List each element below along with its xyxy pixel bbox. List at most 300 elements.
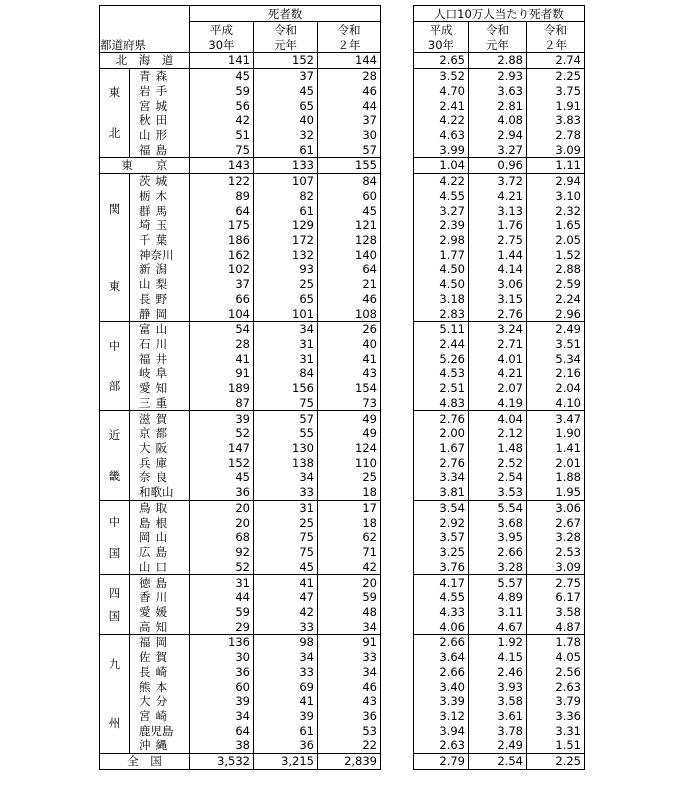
death-count: 59 (318, 590, 381, 605)
table-row (100, 83, 381, 98)
table-row (414, 694, 585, 709)
pref-name: 愛媛 (130, 605, 190, 620)
death-count: 189 (190, 381, 254, 396)
death-count: 39 (190, 411, 254, 426)
death-rate: 4.83 (414, 396, 469, 411)
pref-name: 福島 (130, 142, 190, 157)
pref-name: 京都 (130, 426, 190, 441)
death-rate: 3.28 (469, 559, 527, 574)
death-count: 34 (318, 619, 381, 634)
death-rate: 2.12 (469, 426, 527, 441)
pref-name: 福岡 (130, 635, 190, 650)
death-count: 42 (254, 605, 318, 620)
table-row (414, 723, 585, 738)
death-count: 93 (254, 262, 318, 277)
death-count: 17 (318, 500, 381, 515)
death-rate: 3.93 (469, 679, 527, 694)
death-rate: 2.98 (414, 233, 469, 248)
table-row (100, 113, 381, 128)
death-rate: 2.54 (469, 753, 527, 769)
death-count: 82 (254, 188, 318, 203)
pref-name: 山口 (130, 559, 190, 574)
death-count: 141 (190, 53, 254, 69)
death-count: 133 (254, 158, 318, 174)
death-rate: 4.22 (414, 113, 469, 128)
pref-name: 香川 (130, 590, 190, 605)
death-rate: 1.11 (527, 158, 585, 174)
death-rate: 5.26 (414, 351, 469, 366)
pref-name: 北 海 道 (100, 53, 190, 69)
rate-title: 人口10万人当たり死者数 (414, 6, 585, 22)
death-rate: 3.58 (469, 694, 527, 709)
death-count: 20 (318, 575, 381, 590)
death-count: 65 (254, 292, 318, 307)
death-count: 64 (190, 723, 254, 738)
death-rate: 2.78 (527, 128, 585, 143)
death-rate: 3.79 (527, 694, 585, 709)
death-rate: 4.50 (414, 262, 469, 277)
death-count: 34 (254, 470, 318, 485)
death-count: 30 (190, 650, 254, 665)
table-row (414, 605, 585, 620)
death-count: 39 (254, 709, 318, 724)
death-rate: 1.04 (414, 158, 469, 174)
death-count: 91 (190, 366, 254, 381)
death-count: 154 (318, 381, 381, 396)
pref-name: 島根 (130, 515, 190, 530)
table-row (100, 247, 381, 262)
death-rate: 4.15 (469, 650, 527, 665)
table-row (100, 158, 381, 174)
year-header-bottom: 30年 (190, 37, 254, 53)
death-rate: 2.88 (527, 262, 585, 277)
death-rate: 3.68 (469, 515, 527, 530)
pref-name: 奈良 (130, 470, 190, 485)
death-rate: 5.11 (414, 321, 469, 336)
death-count: 49 (318, 426, 381, 441)
death-rate: 2.59 (527, 277, 585, 292)
pref-name: 佐賀 (130, 650, 190, 665)
death-count: 45 (190, 470, 254, 485)
death-count: 37 (254, 68, 318, 83)
death-rate: 1.67 (414, 441, 469, 456)
table-row (414, 545, 585, 560)
death-rate: 4.50 (414, 277, 469, 292)
table-row (414, 575, 585, 590)
pref-name: 滋賀 (130, 411, 190, 426)
death-rate: 2.07 (469, 381, 527, 396)
table-row (414, 98, 585, 113)
death-count: 59 (190, 605, 254, 620)
year-header-bottom: ２年 (318, 37, 381, 53)
death-rate: 2.67 (527, 515, 585, 530)
death-rate: 1.65 (527, 218, 585, 233)
death-rate: 4.22 (414, 173, 469, 188)
death-rate: 3.75 (527, 83, 585, 98)
death-rate: 2.66 (414, 635, 469, 650)
region-label: 九 州 (100, 635, 130, 754)
table-row (100, 545, 381, 560)
death-rate: 5.57 (469, 575, 527, 590)
table-row (414, 306, 585, 321)
death-count: 46 (318, 292, 381, 307)
death-rate: 6.17 (527, 590, 585, 605)
pref-name: 鹿児島 (130, 723, 190, 738)
death-rate: 3.06 (527, 500, 585, 515)
death-rate: 3.81 (414, 485, 469, 500)
table-row (414, 396, 585, 411)
death-count: 32 (254, 128, 318, 143)
death-rate: 3.06 (469, 277, 527, 292)
death-rate: 3.18 (414, 292, 469, 307)
death-rate: 3.15 (469, 292, 527, 307)
table-row (100, 292, 381, 307)
death-rate: 1.77 (414, 247, 469, 262)
pref-name: 秋田 (130, 113, 190, 128)
death-rate: 2.63 (414, 738, 469, 753)
pref-name: 三重 (130, 396, 190, 411)
death-rate: 1.76 (469, 218, 527, 233)
death-count: 34 (190, 709, 254, 724)
death-rate: 2.75 (527, 575, 585, 590)
table-row (100, 694, 381, 709)
table-row (414, 203, 585, 218)
death-rate: 3.28 (527, 530, 585, 545)
death-rate: 3.27 (414, 203, 469, 218)
death-count: 121 (318, 218, 381, 233)
death-rate: 2.49 (469, 738, 527, 753)
death-count: 28 (190, 337, 254, 352)
pref-name: 宮城 (130, 98, 190, 113)
death-rate: 3.11 (469, 605, 527, 620)
table-row (100, 650, 381, 665)
deaths-table (99, 5, 381, 770)
table-row (100, 753, 381, 769)
table-row (100, 590, 381, 605)
death-count: 33 (254, 485, 318, 500)
table-row (414, 366, 585, 381)
death-count: 138 (254, 455, 318, 470)
table-row (100, 218, 381, 233)
death-rate: 2.49 (527, 321, 585, 336)
table-row (414, 218, 585, 233)
table-row (100, 470, 381, 485)
year-header-top: 令和 (254, 22, 318, 38)
pref-name: 富山 (130, 321, 190, 336)
year-header-bottom: 30年 (414, 37, 469, 53)
death-rate: 3.78 (469, 723, 527, 738)
table-row (414, 173, 585, 188)
table-row (100, 441, 381, 456)
pref-name: 青森 (130, 68, 190, 83)
death-count: 87 (190, 396, 254, 411)
death-count: 31 (254, 337, 318, 352)
death-count: 39 (190, 694, 254, 709)
death-count: 40 (254, 113, 318, 128)
region-label: 四 国 (100, 575, 130, 635)
death-count: 43 (318, 366, 381, 381)
death-count: 108 (318, 306, 381, 321)
pref-name: 長崎 (130, 664, 190, 679)
death-count: 36 (254, 738, 318, 753)
death-count: 48 (318, 605, 381, 620)
death-count: 156 (254, 381, 318, 396)
table-row (414, 83, 585, 98)
death-count: 42 (190, 113, 254, 128)
death-rate: 4.05 (527, 650, 585, 665)
death-count: 61 (254, 723, 318, 738)
death-count: 34 (254, 650, 318, 665)
death-rate: 4.14 (469, 262, 527, 277)
death-count: 104 (190, 306, 254, 321)
death-count: 18 (318, 515, 381, 530)
death-rate: 2.01 (527, 455, 585, 470)
death-count: 38 (190, 738, 254, 753)
death-rate: 2.51 (414, 381, 469, 396)
death-count: 33 (254, 664, 318, 679)
death-count: 2,839 (318, 753, 381, 769)
death-count: 36 (318, 709, 381, 724)
death-count: 29 (190, 619, 254, 634)
year-header-bottom: 元年 (254, 37, 318, 53)
death-count: 59 (190, 83, 254, 98)
death-rate: 4.55 (414, 188, 469, 203)
death-rate: 5.34 (527, 351, 585, 366)
death-count: 75 (190, 142, 254, 157)
death-rate: 3.47 (527, 411, 585, 426)
table-row (100, 709, 381, 724)
death-rate: 2.93 (469, 68, 527, 83)
death-count: 122 (190, 173, 254, 188)
death-rate: 2.41 (414, 98, 469, 113)
death-rate: 3.40 (414, 679, 469, 694)
death-rate: 3.36 (527, 709, 585, 724)
region-label: 関 東 (100, 173, 130, 321)
death-count: 155 (318, 158, 381, 174)
year-header-top: 令和 (469, 22, 527, 38)
death-rate: 4.10 (527, 396, 585, 411)
death-count: 75 (254, 545, 318, 560)
death-rate: 4.01 (469, 351, 527, 366)
death-rate: 2.76 (469, 306, 527, 321)
table-row (414, 233, 585, 248)
death-rate: 3.53 (469, 485, 527, 500)
table-row (414, 738, 585, 753)
table-row (414, 635, 585, 650)
table-row (414, 559, 585, 574)
death-rate: 3.13 (469, 203, 527, 218)
death-count: 34 (318, 664, 381, 679)
death-rate: 2.94 (469, 128, 527, 143)
death-rate: 2.65 (414, 53, 469, 69)
death-rate: 2.53 (527, 545, 585, 560)
death-rate: 4.21 (469, 188, 527, 203)
table-row (100, 559, 381, 574)
death-count: 91 (318, 635, 381, 650)
death-count: 56 (190, 98, 254, 113)
death-count: 162 (190, 247, 254, 262)
death-rate: 4.70 (414, 83, 469, 98)
death-rate: 4.87 (527, 619, 585, 634)
table-row (100, 233, 381, 248)
death-rate: 3.24 (469, 321, 527, 336)
table-row (100, 679, 381, 694)
table-row (414, 530, 585, 545)
death-rate: 2.63 (527, 679, 585, 694)
region-label: 中 部 (100, 321, 130, 410)
death-rate: 0.96 (469, 158, 527, 174)
pref-name: 広島 (130, 545, 190, 560)
death-count: 61 (254, 203, 318, 218)
death-count: 60 (318, 188, 381, 203)
death-count: 45 (254, 559, 318, 574)
death-count: 31 (254, 500, 318, 515)
death-rate: 2.05 (527, 233, 585, 248)
region-label: 近 畿 (100, 411, 130, 500)
table-row (100, 306, 381, 321)
pref-name: 岩手 (130, 83, 190, 98)
pref-name: 群馬 (130, 203, 190, 218)
death-count: 44 (318, 98, 381, 113)
death-count: 54 (190, 321, 254, 336)
death-count: 84 (254, 366, 318, 381)
table-row (100, 635, 381, 650)
death-rate: 2.83 (414, 306, 469, 321)
table-row (414, 381, 585, 396)
death-count: 98 (254, 635, 318, 650)
rate-table (413, 5, 585, 770)
table-row (100, 68, 381, 83)
table-row (100, 351, 381, 366)
region-label: 中 国 (100, 500, 130, 575)
death-rate: 3.34 (414, 470, 469, 485)
death-rate: 3.09 (527, 559, 585, 574)
pref-name: 東 京 (100, 158, 190, 174)
table-row (100, 262, 381, 277)
death-count: 44 (190, 590, 254, 605)
death-count: 71 (318, 545, 381, 560)
table-row (100, 411, 381, 426)
death-count: 144 (318, 53, 381, 69)
death-count: 20 (190, 515, 254, 530)
death-count: 140 (318, 247, 381, 262)
death-count: 73 (318, 396, 381, 411)
death-rate: 2.71 (469, 337, 527, 352)
table-row (414, 247, 585, 262)
table-row (414, 128, 585, 143)
table-row (100, 664, 381, 679)
death-rate: 3.12 (414, 709, 469, 724)
death-count: 52 (190, 426, 254, 441)
table-row (100, 738, 381, 753)
death-rate: 2.24 (527, 292, 585, 307)
table-row (414, 650, 585, 665)
table-row (414, 351, 585, 366)
death-rate: 1.51 (527, 738, 585, 753)
death-rate: 1.88 (527, 470, 585, 485)
death-count: 45 (318, 203, 381, 218)
death-count: 147 (190, 441, 254, 456)
death-count: 31 (254, 351, 318, 366)
table-row (414, 292, 585, 307)
pref-name: 福井 (130, 351, 190, 366)
death-count: 66 (190, 292, 254, 307)
table-row (100, 530, 381, 545)
table-row (100, 723, 381, 738)
table-row (414, 277, 585, 292)
death-rate: 3.57 (414, 530, 469, 545)
death-rate: 2.32 (527, 203, 585, 218)
death-count: 26 (318, 321, 381, 336)
death-rate: 3.52 (414, 68, 469, 83)
death-count: 3,215 (254, 753, 318, 769)
table-row (414, 142, 585, 157)
table-row (100, 485, 381, 500)
pref-name: 岐阜 (130, 366, 190, 381)
table-row (100, 500, 381, 515)
table-row (414, 441, 585, 456)
death-rate: 1.41 (527, 441, 585, 456)
death-count: 61 (254, 142, 318, 157)
death-count: 69 (254, 679, 318, 694)
death-rate: 4.55 (414, 590, 469, 605)
table-row (414, 485, 585, 500)
death-count: 51 (190, 128, 254, 143)
death-count: 75 (254, 530, 318, 545)
table-row (100, 173, 381, 188)
death-count: 25 (318, 470, 381, 485)
death-rate: 4.06 (414, 619, 469, 634)
table-row (414, 321, 585, 336)
pref-name: 静岡 (130, 306, 190, 321)
death-rate: 3.63 (469, 83, 527, 98)
death-count: 28 (318, 68, 381, 83)
pref-name: 熊本 (130, 679, 190, 694)
pref-name: 鳥取 (130, 500, 190, 515)
death-count: 186 (190, 233, 254, 248)
death-rate: 1.52 (527, 247, 585, 262)
table-row (414, 53, 585, 69)
death-rate: 4.08 (469, 113, 527, 128)
death-rate: 2.66 (469, 545, 527, 560)
death-count: 107 (254, 173, 318, 188)
death-count: 65 (254, 98, 318, 113)
table-row (414, 515, 585, 530)
death-rate: 3.25 (414, 545, 469, 560)
death-count: 52 (190, 559, 254, 574)
death-rate: 2.94 (527, 173, 585, 188)
pref-name: 千葉 (130, 233, 190, 248)
death-rate: 2.76 (414, 455, 469, 470)
table-row (100, 575, 381, 590)
death-rate: 2.92 (414, 515, 469, 530)
death-count: 43 (318, 694, 381, 709)
death-rate: 4.63 (414, 128, 469, 143)
death-rate: 2.96 (527, 306, 585, 321)
death-count: 89 (190, 188, 254, 203)
death-count: 64 (190, 203, 254, 218)
death-count: 84 (318, 173, 381, 188)
death-count: 46 (318, 679, 381, 694)
death-count: 175 (190, 218, 254, 233)
table-row (414, 590, 585, 605)
death-count: 132 (254, 247, 318, 262)
death-rate: 3.99 (414, 142, 469, 157)
death-count: 45 (254, 83, 318, 98)
table-row (414, 262, 585, 277)
death-rate: 3.31 (527, 723, 585, 738)
death-count: 101 (254, 306, 318, 321)
